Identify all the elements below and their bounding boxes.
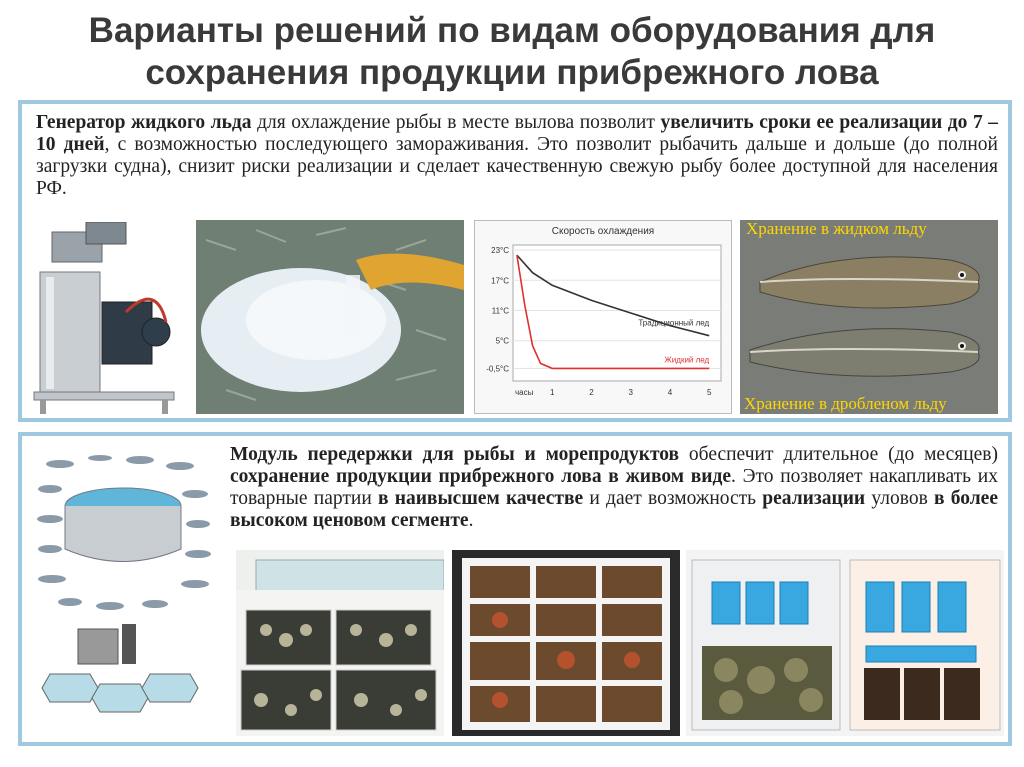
chart-x-tick-label: 4 [667,388,673,397]
live-preservation-highlight: сохранение продукции прибрежного лова в живом виде [230,466,732,487]
chart-series-label-1: Жидкий лед [664,355,710,365]
cod-storage-photo [740,220,998,414]
label-liquid-ice-storage: Хранение в жидком льду [746,220,927,238]
title-line-2: сохранения продукции прибрежного лова [145,53,879,92]
chart-title: Скорость охлаждения [551,226,655,237]
chart-x-tick-label: 1 [550,388,555,397]
chart-y-tick-label: 11°C [491,306,509,316]
fish-tank-diagram-image [30,444,216,734]
desc2-text-2: . Это позволяет накапливать их товарные партии [230,466,998,509]
ice-generator-machine-image [26,222,186,414]
label-crushed-ice-storage: Хранение в дробленом льду [744,394,947,413]
chart-x-axis-label: часы [515,388,534,397]
sales-highlight: реализации [762,488,866,509]
chart-svg [475,221,731,413]
chart-y-tick-label: 17°C [491,276,509,286]
desc-text-1: для охлаждение рыбы в месте вылова позволит [251,112,661,133]
oyster-boxes-photo [686,550,1004,736]
desc2-text-1: обеспечит длительное (до месяцев) [679,444,998,465]
chart-y-tick-label: -0,5°C [486,364,509,374]
cooling-rate-chart [474,220,732,414]
page-title [0,10,1024,94]
desc-text-2: , с возможностью последующего замораживания. Это позволит рыбачить дальше и дольше (до полной загрузки судна), снизит риски реализации и сделает качественную свежую рыбу более доступной для населения РФ. [36,134,998,199]
quality-highlight: в наивысшем качестве [377,488,584,509]
holding-module-description [230,444,998,532]
crab-crate-photo [452,550,680,736]
desc2-text-3: и дает возможность [583,488,763,509]
desc2-text-4: уловов [865,488,934,509]
shelf-life-highlight: увеличить сроки ее реализации до 7 – 10 дней [36,112,998,155]
liquid-ice-panel [18,100,1012,422]
desc2-text-5: . [468,510,474,531]
fish-slurry-photo [196,220,464,414]
chart-x-tick-label: 3 [628,388,633,397]
holding-module-panel [18,432,1012,746]
shellfish-tanks-photo [236,550,444,736]
chart-x-tick-label: 5 [706,388,712,397]
chart-x-tick-label: 2 [589,388,594,397]
chart-series-label-0: Традиционный лед [638,318,710,328]
liquid-ice-generator-term: Генератор жидкого льда [36,112,252,133]
price-segment-highlight: в более высоком ценовом сегменте [230,488,998,531]
chart-y-tick-label: 5°C [495,336,509,346]
title-line-1: Варианты решений по видам оборудования для [88,11,936,50]
holding-module-term: Модуль передержки для рыбы и морепродуктов [230,444,680,465]
liquid-ice-description [36,112,998,200]
chart-y-tick-label: 23°C [491,246,509,256]
